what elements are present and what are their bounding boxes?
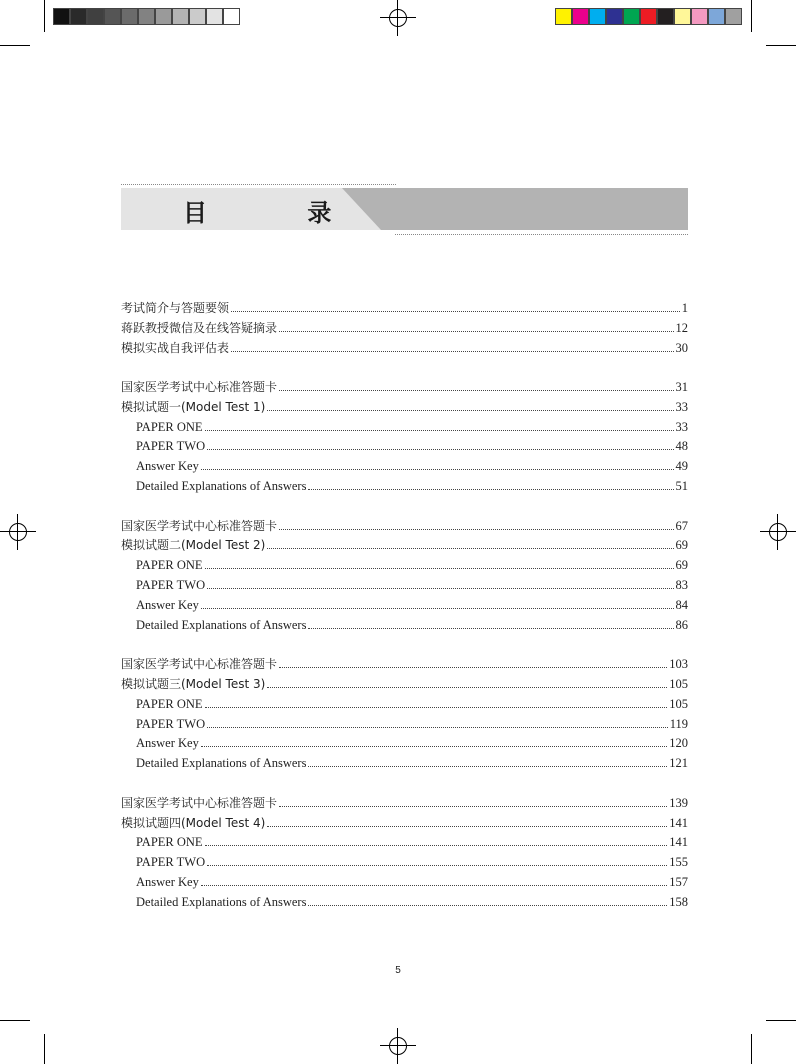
page-title: 目 录 [183, 199, 378, 227]
dot-leader [267, 548, 673, 549]
dot-leader [201, 746, 667, 747]
toc-entry-title: PAPER TWO [136, 716, 206, 731]
toc-entry-title: PAPER ONE [136, 835, 203, 850]
crop-mark [751, 0, 752, 32]
toc-subentry[interactable] [136, 415, 688, 434]
toc-subentry[interactable] [136, 850, 688, 869]
toc-entry[interactable] [121, 395, 688, 414]
toc-entry-page: 51 [675, 479, 688, 493]
gray-swatch [206, 8, 223, 25]
toc-entry-title: 模拟试题二(Model Test 2) [121, 538, 266, 553]
toc-entry-page: 121 [669, 756, 688, 771]
toc-entry-title: 考试简介与答题要领 [121, 301, 230, 315]
toc-entry[interactable] [121, 316, 688, 335]
toc-subentry[interactable] [136, 731, 688, 750]
gray-swatch [87, 8, 104, 25]
dot-leader [279, 667, 667, 668]
gray-swatch [138, 8, 155, 25]
dot-leader [205, 845, 668, 846]
toc-entry-page: 30 [675, 341, 688, 355]
registration-mark-right [760, 514, 796, 550]
color-swatch [555, 8, 572, 25]
crop-mark [766, 45, 796, 46]
dot-leader [201, 885, 667, 886]
toc-entry-page: 155 [669, 855, 688, 870]
dot-leader [267, 410, 673, 411]
toc-subentry[interactable] [136, 613, 688, 632]
gray-swatch [104, 8, 121, 25]
dot-leader [279, 390, 673, 391]
dot-leader [267, 826, 667, 827]
crop-mark [766, 1020, 796, 1021]
toc-entry-page: 31 [675, 380, 688, 394]
gray-swatch [53, 8, 70, 25]
registration-mark-left [0, 514, 36, 550]
color-swatch [572, 8, 589, 25]
gray-swatch [189, 8, 206, 25]
toc-entry-page: 139 [669, 795, 688, 810]
toc-entry-page: 86 [675, 617, 688, 632]
toc-entry-title: 模拟试题一(Model Test 1) [121, 399, 266, 414]
gray-swatch [172, 8, 189, 25]
toc-entry-title: 国家医学考试中心标准答题卡 [121, 380, 278, 394]
toc-subentry[interactable] [136, 434, 688, 453]
toc-entry-title: Detailed Explanations of Answers [136, 756, 307, 771]
toc-entry-title: 国家医学考试中心标准答题卡 [121, 518, 278, 533]
toc-entry-title: 国家医学考试中心标准答题卡 [121, 795, 278, 810]
toc-subentry[interactable] [136, 751, 688, 770]
toc-entry-title: Detailed Explanations of Answers [136, 479, 307, 493]
toc-entry-page: 120 [669, 736, 688, 751]
dot-leader [207, 865, 667, 866]
gray-calibration-strip [53, 8, 240, 25]
toc-entry[interactable] [121, 791, 688, 810]
toc-entry-title: PAPER ONE [136, 696, 203, 711]
toc-entry-page: 48 [675, 439, 688, 454]
toc-entry-title: Answer Key [136, 736, 199, 751]
toc-entry-title: 国家医学考试中心标准答题卡 [121, 657, 278, 672]
dot-leader [308, 628, 673, 629]
toc-entry[interactable] [121, 514, 688, 533]
color-swatch [623, 8, 640, 25]
toc-entry[interactable] [121, 296, 688, 315]
crop-mark [0, 45, 30, 46]
toc-entry-page: 1 [681, 301, 688, 315]
toc-entry-page: 83 [675, 578, 688, 592]
dot-leader [207, 588, 673, 589]
toc-entry-page: 49 [675, 459, 688, 474]
dot-leader [207, 449, 673, 450]
toc-entry-page: 105 [669, 696, 688, 711]
toc-entry[interactable] [121, 336, 688, 355]
crop-mark [0, 1020, 30, 1021]
toc-entry[interactable] [121, 375, 688, 394]
dot-leader [279, 331, 673, 332]
toc-entry-page: 12 [675, 321, 688, 335]
dot-leader [201, 469, 674, 470]
color-calibration-strip [555, 8, 742, 25]
dot-leader [231, 311, 680, 312]
dot-leader [308, 905, 667, 906]
toc-subentry[interactable] [136, 890, 688, 909]
toc-entry-title: 模拟实战自我评估表 [121, 341, 230, 355]
dot-leader [231, 351, 673, 352]
crop-mark [751, 1034, 752, 1064]
color-swatch [674, 8, 691, 25]
toc-entry-title: 蒋跃教授微信及在线答疑摘录 [121, 321, 278, 335]
toc-entry-page: 141 [669, 815, 688, 830]
toc-entry[interactable] [121, 672, 688, 691]
page-number: 5 [395, 965, 401, 976]
toc-entry-page: 33 [675, 399, 688, 414]
dot-leader [279, 806, 667, 807]
dot-leader [201, 608, 674, 609]
crop-mark [44, 0, 45, 32]
toc-entry-page: 103 [669, 657, 688, 672]
toc-entry[interactable] [121, 811, 688, 830]
toc-subentry[interactable] [136, 454, 688, 473]
color-swatch [725, 8, 742, 25]
toc-entry[interactable] [121, 652, 688, 671]
gray-swatch [223, 8, 240, 25]
toc-entry-page: 33 [675, 419, 688, 434]
toc-entry-page: 158 [669, 894, 688, 909]
banner-top-rule [121, 184, 396, 185]
registration-mark-top [380, 0, 416, 36]
color-swatch [640, 8, 657, 25]
toc-subentry[interactable] [136, 573, 688, 592]
toc-entry-page: 84 [675, 597, 688, 612]
color-swatch [606, 8, 623, 25]
toc-subentry[interactable] [136, 593, 688, 612]
dot-leader [205, 568, 674, 569]
toc-subentry[interactable] [136, 830, 688, 849]
toc-entry-title: Answer Key [136, 459, 199, 474]
crop-mark [44, 1034, 45, 1064]
toc-entry-page: 105 [669, 677, 688, 691]
toc-subentry[interactable] [136, 712, 688, 731]
dot-leader [267, 687, 667, 688]
toc-entry-page: 141 [669, 835, 688, 850]
toc-entry-title: Detailed Explanations of Answers [136, 617, 307, 632]
toc-subentry[interactable] [136, 692, 688, 711]
color-swatch [708, 8, 725, 25]
toc-subentry[interactable] [136, 870, 688, 889]
toc-entry-title: PAPER ONE [136, 419, 203, 434]
color-swatch [589, 8, 606, 25]
dot-leader [279, 529, 673, 530]
toc-entry-title: Detailed Explanations of Answers [136, 894, 307, 909]
gray-swatch [155, 8, 172, 25]
toc-entry-title: 模拟试题四(Model Test 4) [121, 815, 266, 830]
toc-entry-page: 119 [669, 716, 688, 731]
toc-entry-page: 67 [675, 518, 688, 533]
color-swatch [691, 8, 708, 25]
toc-entry-title: Answer Key [136, 597, 199, 612]
toc-entry-title: PAPER TWO [136, 855, 206, 870]
toc-entry-page: 69 [675, 558, 688, 573]
dot-leader [205, 707, 668, 708]
registration-mark-bottom [380, 1028, 416, 1064]
toc-subentry[interactable] [136, 474, 688, 493]
toc-subentry[interactable] [136, 553, 688, 572]
dot-leader [308, 489, 673, 490]
dot-leader [207, 727, 668, 728]
toc-entry-page: 69 [675, 538, 688, 553]
toc-entry-page: 157 [669, 875, 688, 889]
toc-entry-title: PAPER TWO [136, 578, 206, 592]
toc-entry-title: Answer Key [136, 875, 199, 889]
dot-leader [205, 430, 674, 431]
toc-entry-title: PAPER TWO [136, 439, 206, 454]
toc-entry-title: 模拟试题三(Model Test 3) [121, 677, 266, 691]
gray-swatch [121, 8, 138, 25]
toc-entry[interactable] [121, 533, 688, 552]
dot-leader [308, 766, 667, 767]
gray-swatch [70, 8, 87, 25]
color-swatch [657, 8, 674, 25]
banner-bottom-rule [395, 234, 688, 235]
toc-entry-title: PAPER ONE [136, 558, 203, 573]
